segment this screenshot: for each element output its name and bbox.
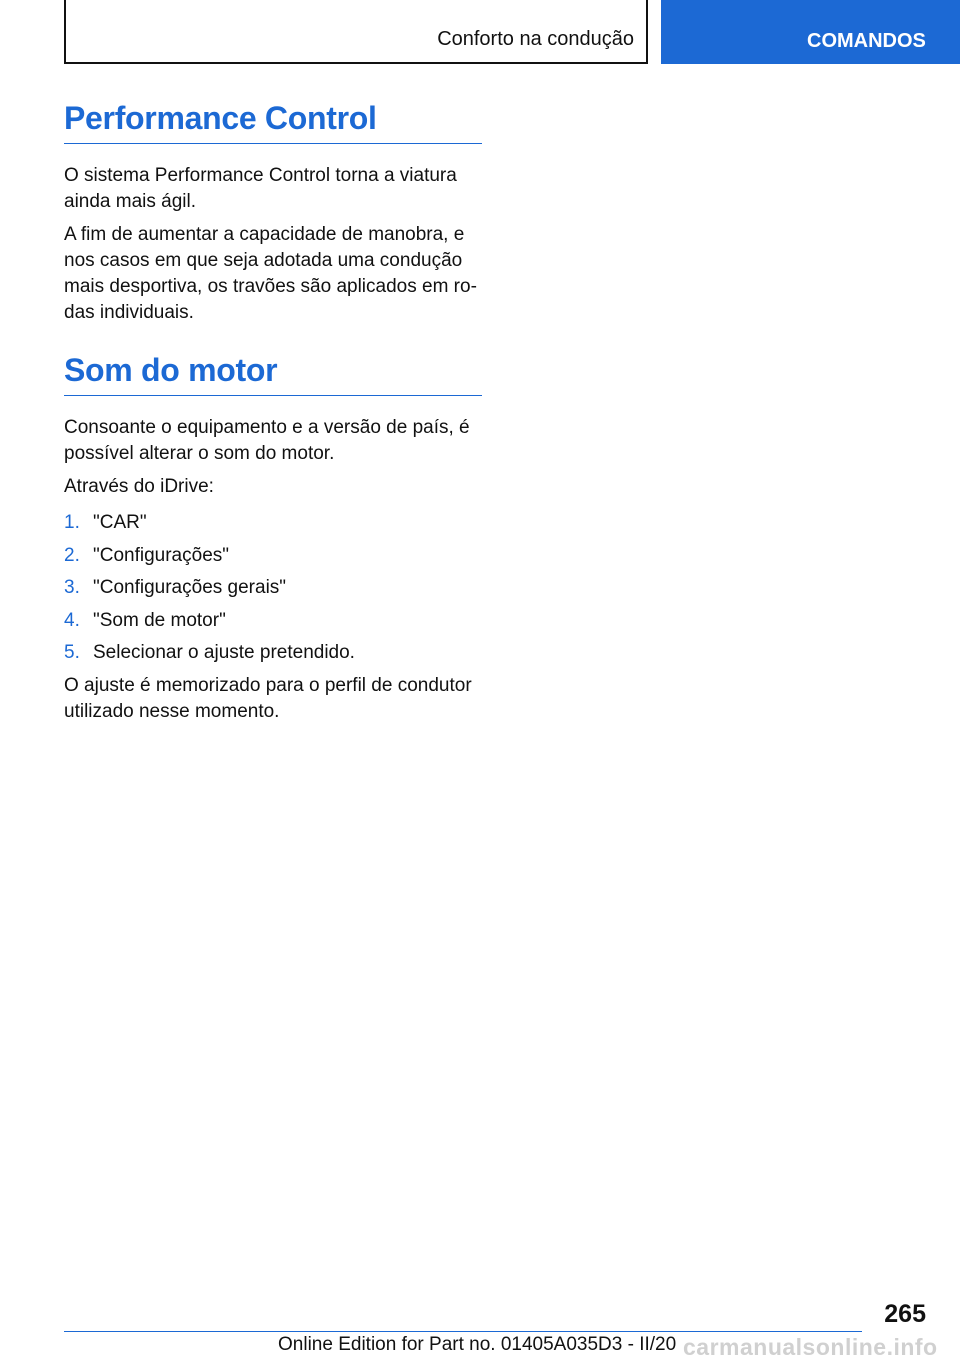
footer-divider: [64, 1331, 862, 1332]
chapter-title: COMANDOS: [807, 30, 926, 52]
step-text: "Configurações": [93, 544, 230, 566]
step-text: "CAR": [93, 512, 147, 533]
paragraph: O sistema Performance Control torna a viatura ainda mais ágil.: [64, 165, 457, 212]
idrive-steps-list: [64, 510, 482, 666]
list-item: [64, 575, 482, 601]
paragraph: A fim de aumentar a capacidade de manobra, e nos casos em que seja adotada uma condução mais desportiva, os travões são aplicados em ro-das individuais.: [64, 224, 477, 323]
step-number: 3.: [64, 577, 80, 598]
list-item: [64, 608, 482, 634]
chapter-tab: [661, 0, 960, 64]
watermark: carmanualsonline.info: [683, 1334, 938, 1360]
paragraph: Através do iDrive:: [64, 476, 214, 497]
step-text: "Som de motor": [93, 609, 226, 631]
list-item: [64, 543, 482, 569]
step-text: "Configurações gerais": [93, 577, 287, 598]
heading-som-do-motor: Som do motor: [64, 352, 482, 396]
paragraph: Consoante o equipamento e a versão de país, é possível alterar o som do motor.: [64, 417, 470, 464]
step-number: 1.: [64, 512, 80, 533]
step-number: 2.: [64, 544, 80, 566]
list-item: [64, 510, 482, 536]
step-number: 5.: [64, 642, 80, 663]
step-number: 4.: [64, 609, 80, 631]
edition-note: Online Edition for Part no. 01405A035D3 - II/20: [278, 1334, 677, 1355]
paragraph: O ajuste é memorizado para o perfil de condutor utilizado nesse momento.: [64, 674, 472, 722]
list-item: [64, 640, 482, 666]
section-title: Conforto na condução: [437, 28, 634, 50]
page-number: 265: [884, 1300, 926, 1328]
page-content: [64, 100, 482, 725]
running-header: [64, 0, 648, 64]
heading-performance-control: Performance Control: [64, 100, 482, 144]
step-text: Selecionar o ajuste pretendido.: [93, 642, 355, 663]
